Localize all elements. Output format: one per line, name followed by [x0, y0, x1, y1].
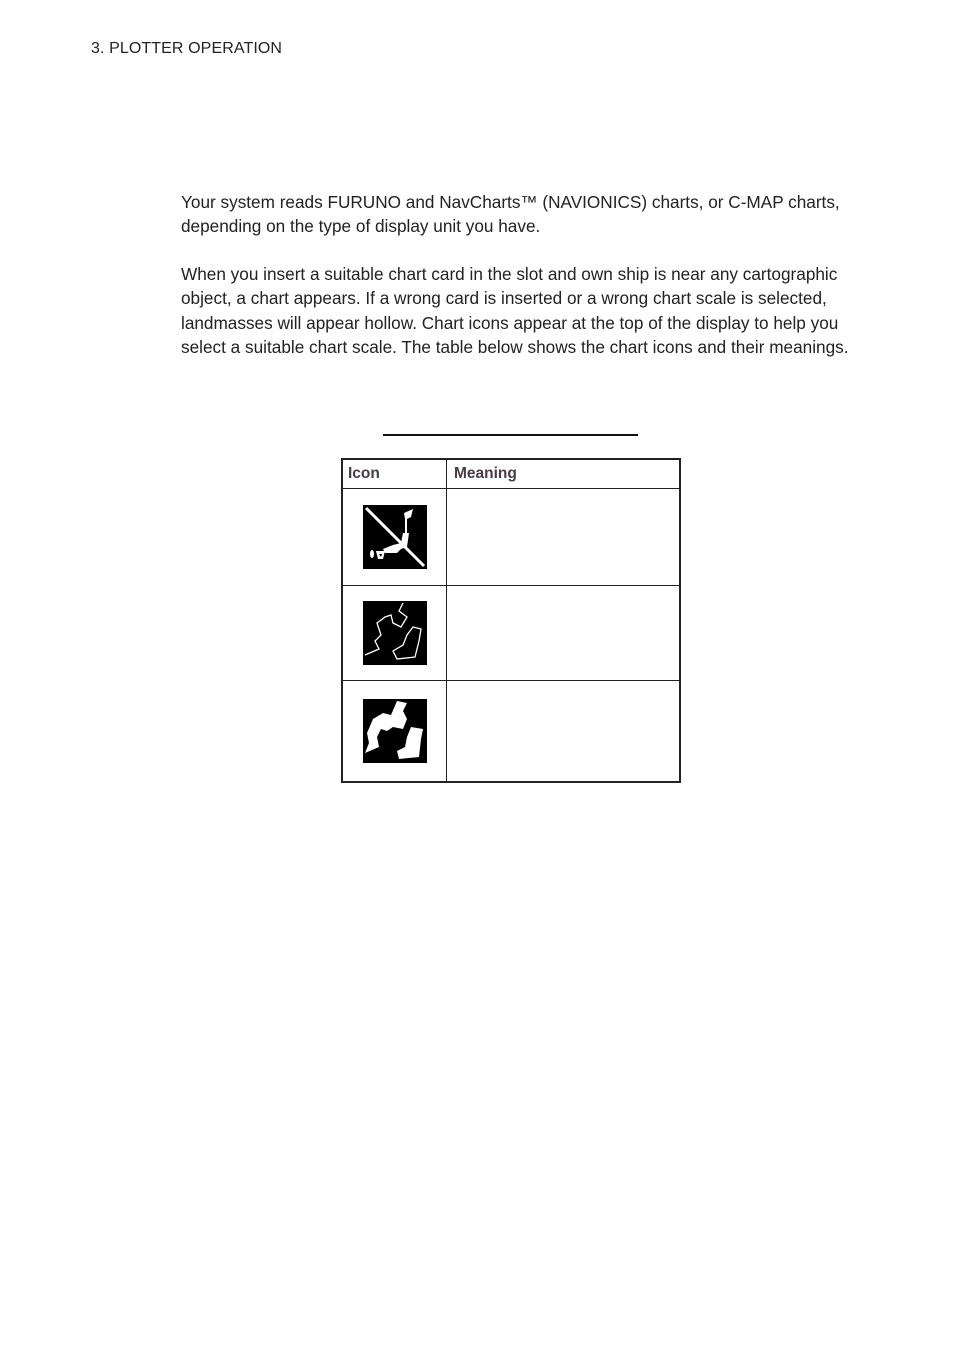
meaning-cell [447, 489, 681, 586]
icon-cell [342, 681, 447, 783]
icon-cell [342, 489, 447, 586]
chart-icon-table [341, 458, 681, 783]
icon-cell [342, 586, 447, 681]
table-title-underline [383, 434, 638, 436]
running-header: 3. PLOTTER OPERATION [91, 40, 283, 57]
table-header-row [342, 459, 680, 489]
chart-icons-paragraph: When you insert a suitable chart card in the slot and own ship is near any cartographic object, a chart appears. If a wrong card is inserted or a wrong chart scale is selected, landmasses will appear hollow. Chart icons appear at the top of the display to help you select a suitable chart scale. The table below shows the chart icons and their meanings. [181, 264, 849, 358]
meaning-column-header: Meaning [447, 459, 681, 489]
hollow-chart-icon [343, 601, 446, 665]
filled-chart-icon [343, 699, 446, 763]
intro-paragraph: Your system reads FURUNO and NavCharts™ (NAVIONICS) charts, or C-MAP charts, depending on the type of display unit you have. [181, 192, 840, 237]
table-row [342, 489, 680, 586]
meaning-cell [447, 586, 681, 681]
no-chart-icon [343, 505, 446, 569]
table-row [342, 681, 680, 783]
meaning-cell [447, 681, 681, 783]
icon-column-header: Icon [342, 459, 447, 489]
table-row [342, 586, 680, 681]
